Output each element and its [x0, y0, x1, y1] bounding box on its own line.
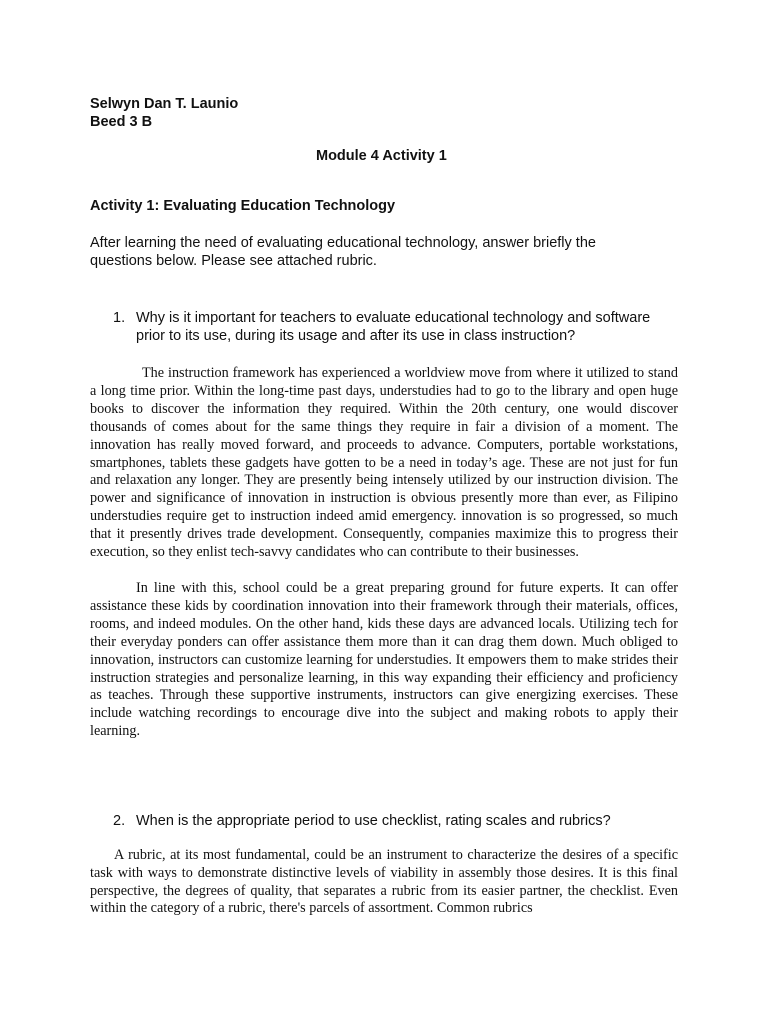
activity-title: Activity 1: Evaluating Education Technology [90, 198, 396, 214]
student-name: Selwyn Dan T. Launio [90, 96, 239, 112]
student-section: Beed 3 B [90, 114, 153, 130]
activity-instructions: After learning the need of evaluating educational technology, answer briefly the questions below. Please see attached rubric. [90, 235, 596, 269]
question-2 [0, 812, 768, 832]
question-1 [0, 309, 768, 349]
question-2-text: When is the appropriate period to use checklist, rating scales and rubrics? [136, 813, 611, 829]
question-1-number: 1. [113, 310, 126, 326]
question-1-text: Why is it important for teachers to evaluate educational technology and software prior to its use, during its usage and after its use in class instruction? [136, 310, 651, 344]
question-2-number: 2. [113, 813, 126, 829]
answer-1-paragraph-1: The instruction framework has experienced a worldview move from where it utilized to stand a long time prior. Within the long-time past days, understudies had to go to the library and open huge books to discover the information they required. Within the 20th century, one would discover thousands of comes about for the same things they require in fair a division of a moment. The innovation has really moved forward, and proceeds to advance. Computers, portable workstations, smartphones, tablets these gadgets have gotten to be a need in today’s age. These are not just for fun and relaxation any longer. They are presently being intensely utilized by our instruction division. The power and significance of innovation in instruction is obvious presently more than ever, as Filipino understudies require get to instruction indeed amid emergency. innovation is so progressed, so much that it presently drives trade development. Consequently, companies maximize this to progress their execution, so they enlist tech-savvy candidates who can contribute to their businesses. [90, 365, 678, 561]
answer-2-paragraph-1: A rubric, at its most fundamental, could be an instrument to characterize the desires of a specific task with ways to demonstrate distinctive levels of viability in assembly those desires. It is this final perspective, the degrees of quality, that separates a rubric from its easier partner, the checklist. Even within the category of a rubric, there's parcels of assortment. Common rubrics [90, 847, 678, 917]
answer-1-paragraph-2: In line with this, school could be a great preparing ground for future experts. It can offer assistance these kids by coordination innovation into their framework through their materials, offices, rooms, and indeed modules. On the other hand, kids these days are advanced locals. Utilizing tech for their everyday ponders can offer assistance them more than it can drag them down. Much obliged to innovation, instructors can customize learning for understudies. It empowers them to make strides their instruction strategies and personalize learning, in this way expanding their efficiency and proficiency as teaches. Through these supportive instruments, instructors can give energizing exercises. These include watching recordings to encourage dive into the subject and making robots to apply their learning. [90, 580, 678, 740]
module-title: Module 4 Activity 1 [316, 148, 447, 164]
